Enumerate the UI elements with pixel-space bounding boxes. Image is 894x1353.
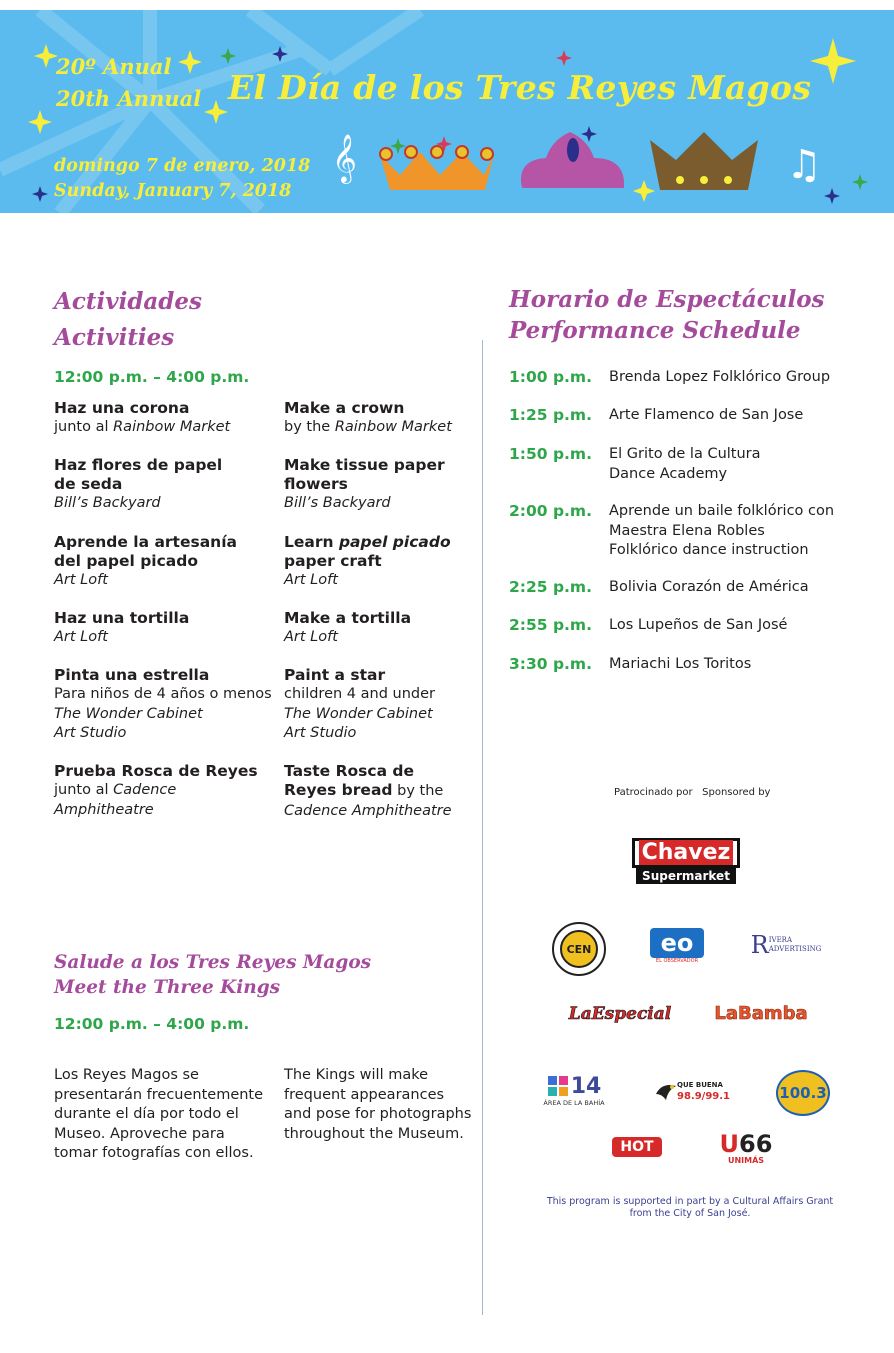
schedule-act-line: Mariachi Los Toritos — [609, 656, 752, 672]
schedule-act-line: Bolivia Corazón de América — [609, 579, 809, 595]
la-bamba-logo-text: LaBamba — [714, 1002, 808, 1024]
activity-title: Prueba Rosca de Reyes — [54, 762, 258, 780]
activity-title-line2: Reyes bread — [284, 781, 393, 799]
activity-es-1 — [54, 399, 230, 438]
activity-en-3 — [284, 533, 451, 591]
activity-es-3 — [54, 533, 237, 591]
activity-en-4 — [284, 609, 411, 648]
schedule-act — [609, 502, 834, 561]
brown-crown-icon — [650, 132, 758, 190]
schedule-heading — [509, 284, 825, 346]
kings-text-line: presentarán frecuentemente — [54, 1086, 264, 1103]
activity-prefix: by the — [392, 783, 444, 799]
schedule-act — [609, 368, 830, 388]
radio-100-3-logo-text: 100.3 — [779, 1084, 827, 1102]
activity-es-5 — [54, 666, 272, 744]
activity-location: Bill’s Backyard — [284, 495, 391, 511]
schedule-act — [609, 655, 751, 675]
kings-text-es — [54, 1066, 263, 1164]
activity-prefix: junto al — [54, 782, 114, 798]
activity-title: Make a tortilla — [284, 609, 412, 627]
activity-location: Cadence — [113, 782, 177, 798]
kings-heading-en: Meet the Three Kings — [54, 977, 281, 998]
la-bamba-logo — [714, 998, 808, 1028]
activity-location: Art Loft — [284, 629, 338, 645]
kings-time: 12:00 p.m. – 4:00 p.m. — [54, 1015, 250, 1033]
activity-title: Make tissue paper — [284, 456, 445, 474]
univision-logo-sub: ÁREA DE LA BAHÍA — [543, 1098, 605, 1107]
activity-title-line2: del papel picado — [54, 552, 198, 570]
activity-location-line2: Art Studio — [284, 725, 357, 741]
activity-location: Art Loft — [54, 629, 108, 645]
chavez-logo-text: Chavez — [639, 840, 734, 865]
grant-note-line: This program is supported in part by a Cultural Affairs Grant — [546, 1196, 834, 1207]
univision-icon — [547, 1075, 569, 1097]
activity-subtitle: Para niños de 4 años o menos — [54, 686, 272, 702]
activity-title: Haz una corona — [54, 399, 190, 417]
schedule-act-line: Los Lupeños de San José — [609, 617, 788, 633]
univision-logo-num: 14 — [570, 1073, 602, 1099]
activity-location-line2: Art Studio — [54, 725, 127, 741]
kings-heading-es: Salude a los Tres Reyes Magos — [54, 952, 372, 973]
schedule-act-line: Dance Academy — [609, 465, 728, 482]
schedule-time: 2:25 p.m. — [509, 578, 592, 596]
activity-title: Make a crown — [284, 399, 405, 417]
rivera-logo-text: IVERA — [768, 936, 793, 944]
activity-location: Art Loft — [54, 572, 108, 588]
activity-location: Cadence Amphitheatre — [284, 802, 452, 819]
activity-subtitle: children 4 and under — [284, 686, 435, 702]
schedule-time: 1:00 p.m. — [509, 368, 592, 386]
kings-text-line: durante el día por todo el — [54, 1106, 239, 1122]
cen-logo-text: CEN — [560, 930, 598, 968]
sponsors-label: Patrocinado por Sponsored by — [614, 787, 771, 798]
que-buena-logo-freq: 98.9/99.1 — [677, 1091, 730, 1102]
chavez-logo-sub: Supermarket — [636, 868, 736, 884]
activity-title: Taste Rosca de — [284, 762, 415, 780]
treble-clef-icon: 𝄞 — [332, 133, 357, 182]
activity-title-line2: paper craft — [284, 552, 382, 570]
activity-title: Haz una tortilla — [54, 609, 190, 627]
edition-en: 20th Annual — [56, 86, 202, 111]
date-en: Sunday, January 7, 2018 — [54, 181, 292, 201]
univision-14-logo — [540, 1072, 608, 1108]
music-note-icon: ♫ — [786, 142, 822, 188]
schedule-act-line: Arte Flamenco de San Jose — [609, 407, 804, 423]
orange-crown-icon — [380, 146, 494, 190]
unimas-logo-num: 66 — [739, 1129, 773, 1158]
rivera-advertising-logo — [750, 930, 822, 960]
activity-location: Art Loft — [284, 572, 338, 588]
schedule-heading-en: Performance Schedule — [509, 317, 801, 344]
kings-text-line: frequent appearances — [284, 1086, 445, 1103]
schedule-time: 1:50 p.m. — [509, 445, 592, 463]
grant-note — [520, 1196, 860, 1220]
chavez-logo — [630, 836, 742, 886]
column-divider — [482, 340, 483, 1315]
que-buena-logo-text: QUE BUENA — [677, 1081, 723, 1089]
schedule-act — [609, 616, 787, 636]
activity-es-4 — [54, 609, 189, 648]
kings-text-line: Los Reyes Magos se — [54, 1067, 199, 1083]
schedule-act-line: Aprende un baile folklórico con — [609, 503, 835, 519]
activities-heading-en: Activities — [54, 324, 175, 351]
activity-location: Bill’s Backyard — [54, 495, 161, 511]
schedule-time: 1:25 p.m. — [509, 406, 592, 424]
hot-logo-text: HOT — [612, 1137, 661, 1157]
activity-title: Learn — [284, 533, 339, 551]
schedule-act-line: Folklórico dance instruction — [609, 542, 809, 558]
activity-location-line2: Amphitheatre — [54, 801, 154, 818]
kings-text-line: and pose for photographs — [284, 1106, 472, 1122]
activity-title: Paint a star — [284, 666, 386, 684]
schedule-heading-es: Horario de Espectáculos — [509, 286, 825, 313]
cen-logo — [552, 922, 606, 976]
la-especial-logo-text: LaEspecial — [568, 1004, 672, 1024]
activity-title-italic: papel picado — [338, 533, 451, 551]
kings-text-line: throughout the Museum. — [284, 1125, 464, 1142]
hot-logo — [602, 1132, 672, 1162]
activity-location: Rainbow Market — [334, 419, 452, 435]
activity-es-6 — [54, 762, 258, 820]
purple-turban-icon — [521, 132, 624, 188]
activity-prefix: by the — [284, 419, 335, 435]
schedule-act-line: El Grito de la Cultura — [609, 446, 761, 462]
activity-en-1 — [284, 399, 452, 438]
edition-es: 20º Anual — [56, 54, 172, 79]
rivera-logo-r: R — [750, 931, 769, 959]
activity-en-5 — [284, 666, 435, 744]
activity-title: Haz flores de papel — [54, 456, 223, 474]
activity-prefix: junto al — [54, 419, 114, 435]
activity-es-2 — [54, 456, 222, 514]
activities-heading-es: Actividades — [54, 288, 202, 315]
date-es: domingo 7 de enero, 2018 — [54, 156, 311, 176]
rivera-logo-sub: ADVERTISING — [768, 945, 822, 953]
activity-title: Pinta una estrella — [54, 666, 210, 684]
event-title: El Día de los Tres Reyes Magos — [228, 68, 812, 107]
activities-time: 12:00 p.m. – 4:00 p.m. — [54, 368, 250, 386]
eagle-icon — [654, 1080, 677, 1102]
kings-heading — [54, 950, 371, 1000]
unimas-u-icon: U — [719, 1129, 740, 1158]
activity-location: The Wonder Cabinet — [284, 705, 433, 722]
activity-title-line2: de seda — [54, 475, 123, 493]
el-observador-logo — [650, 928, 704, 964]
kings-text-line: Museo. Aproveche para — [54, 1125, 225, 1142]
unimas-logo-sub: UNIMÁS — [727, 1155, 765, 1165]
schedule-time: 2:55 p.m. — [509, 616, 592, 634]
que-buena-logo — [654, 1076, 730, 1106]
eo-logo-text: eo — [650, 928, 704, 958]
schedule-act-line: Brenda Lopez Folklórico Group — [609, 369, 831, 385]
kings-text-line: tomar fotografías con ellos. — [54, 1145, 254, 1161]
schedule-act — [609, 406, 803, 426]
schedule-act-line: Maestra Elena Robles — [609, 522, 765, 539]
activity-location: Rainbow Market — [113, 419, 231, 435]
activity-title-line2: flowers — [284, 475, 348, 493]
activities-heading — [54, 284, 202, 356]
schedule-act — [609, 445, 761, 484]
activity-location: The Wonder Cabinet — [54, 705, 203, 722]
grant-note-line: from the City of San José. — [629, 1208, 751, 1219]
eo-logo-sub: EL OBSERVADOR — [655, 958, 699, 964]
activity-en-2 — [284, 456, 445, 514]
radio-100-3-logo — [776, 1070, 830, 1116]
schedule-time: 2:00 p.m. — [509, 502, 592, 520]
la-especial-logo — [566, 1000, 674, 1028]
schedule-act — [609, 578, 809, 598]
schedule-time: 3:30 p.m. — [509, 655, 592, 673]
activity-title: Aprende la artesanía — [54, 533, 237, 551]
kings-text-line: The Kings will make — [284, 1067, 429, 1083]
activity-en-6 — [284, 762, 452, 821]
header-banner — [0, 10, 894, 213]
unimas-66-logo — [720, 1128, 772, 1168]
kings-text-en — [284, 1066, 471, 1144]
